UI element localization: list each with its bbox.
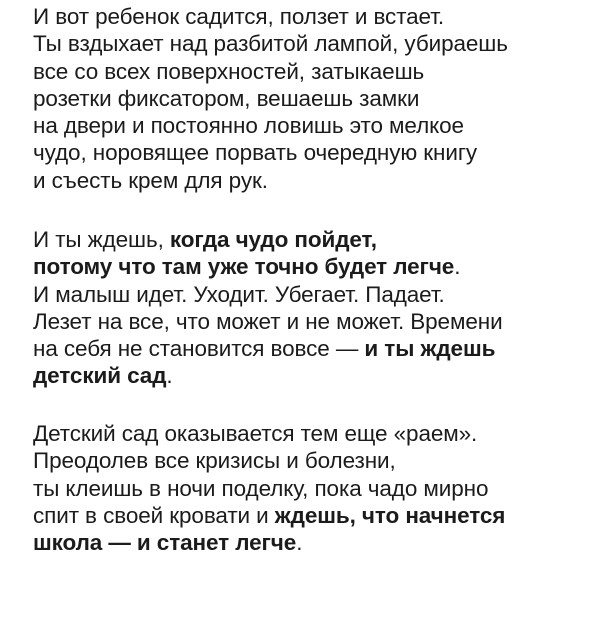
paragraph-3: [33, 420, 505, 556]
text-run: Преодолев все кризисы и болезни,: [33, 448, 396, 474]
text-line: [33, 281, 503, 308]
text-run: все со всех поверхностей, затыкаешь: [33, 58, 425, 84]
text-line: [33, 85, 508, 112]
bold-text-run: потому что там уже точно будет легче: [33, 254, 455, 280]
text-line: [33, 335, 503, 362]
text-line: [33, 362, 503, 389]
text-run: И вот ребенок садится, ползет и встает.: [33, 4, 445, 29]
text-line: [33, 447, 505, 474]
text-line: [33, 308, 503, 335]
text-line: [33, 112, 508, 139]
bold-text-run: когда чудо пойдет,: [169, 227, 377, 252]
text-run: розетки фиксатором, вешаешь замки: [33, 85, 420, 111]
text-line: [33, 475, 505, 502]
bold-text-run: школа — и станет легче: [33, 530, 297, 556]
text-run: .: [454, 254, 461, 280]
text-run: .: [296, 530, 303, 556]
text-line: [33, 502, 505, 529]
text-line: [33, 58, 508, 85]
text-line: [33, 30, 508, 57]
paragraph-2: [33, 226, 503, 390]
text-line: [33, 529, 505, 556]
bold-text-run: и ты ждешь: [364, 336, 496, 362]
text-run: Детский сад оказывается тем еще «раем».: [33, 421, 478, 446]
paragraph-1: [33, 3, 508, 194]
text-run: на двери и постоянно ловишь это мелкое: [33, 113, 464, 139]
text-run: спит в своей кровати и: [33, 502, 275, 528]
text-run: на себя не становится вовсе —: [33, 336, 365, 362]
text-run: ты клеишь в ночи поделку, пока чадо мирно: [33, 475, 489, 501]
text-line: [33, 226, 503, 253]
bold-text-run: детский сад: [33, 363, 167, 389]
text-run: И ты ждешь,: [33, 227, 170, 252]
text-run: чудо, норовящее порвать очередную книгу: [33, 140, 478, 166]
text-line: [33, 167, 508, 194]
bold-text-run: ждешь, что начнется: [274, 502, 506, 528]
text-run: И малыш идет. Уходит. Убегает. Падает.: [33, 281, 445, 307]
text-line: [33, 253, 503, 280]
text-line: [33, 3, 508, 30]
text-line: [33, 420, 505, 447]
text-run: .: [166, 363, 173, 389]
text-run: Лезет на все, что может и не может. Времени: [33, 308, 503, 334]
text-run: Ты вздыхает над разбитой лампой, убираешь: [33, 31, 508, 57]
text-run: и съесть крем для рук.: [33, 167, 268, 193]
text-line: [33, 139, 508, 166]
